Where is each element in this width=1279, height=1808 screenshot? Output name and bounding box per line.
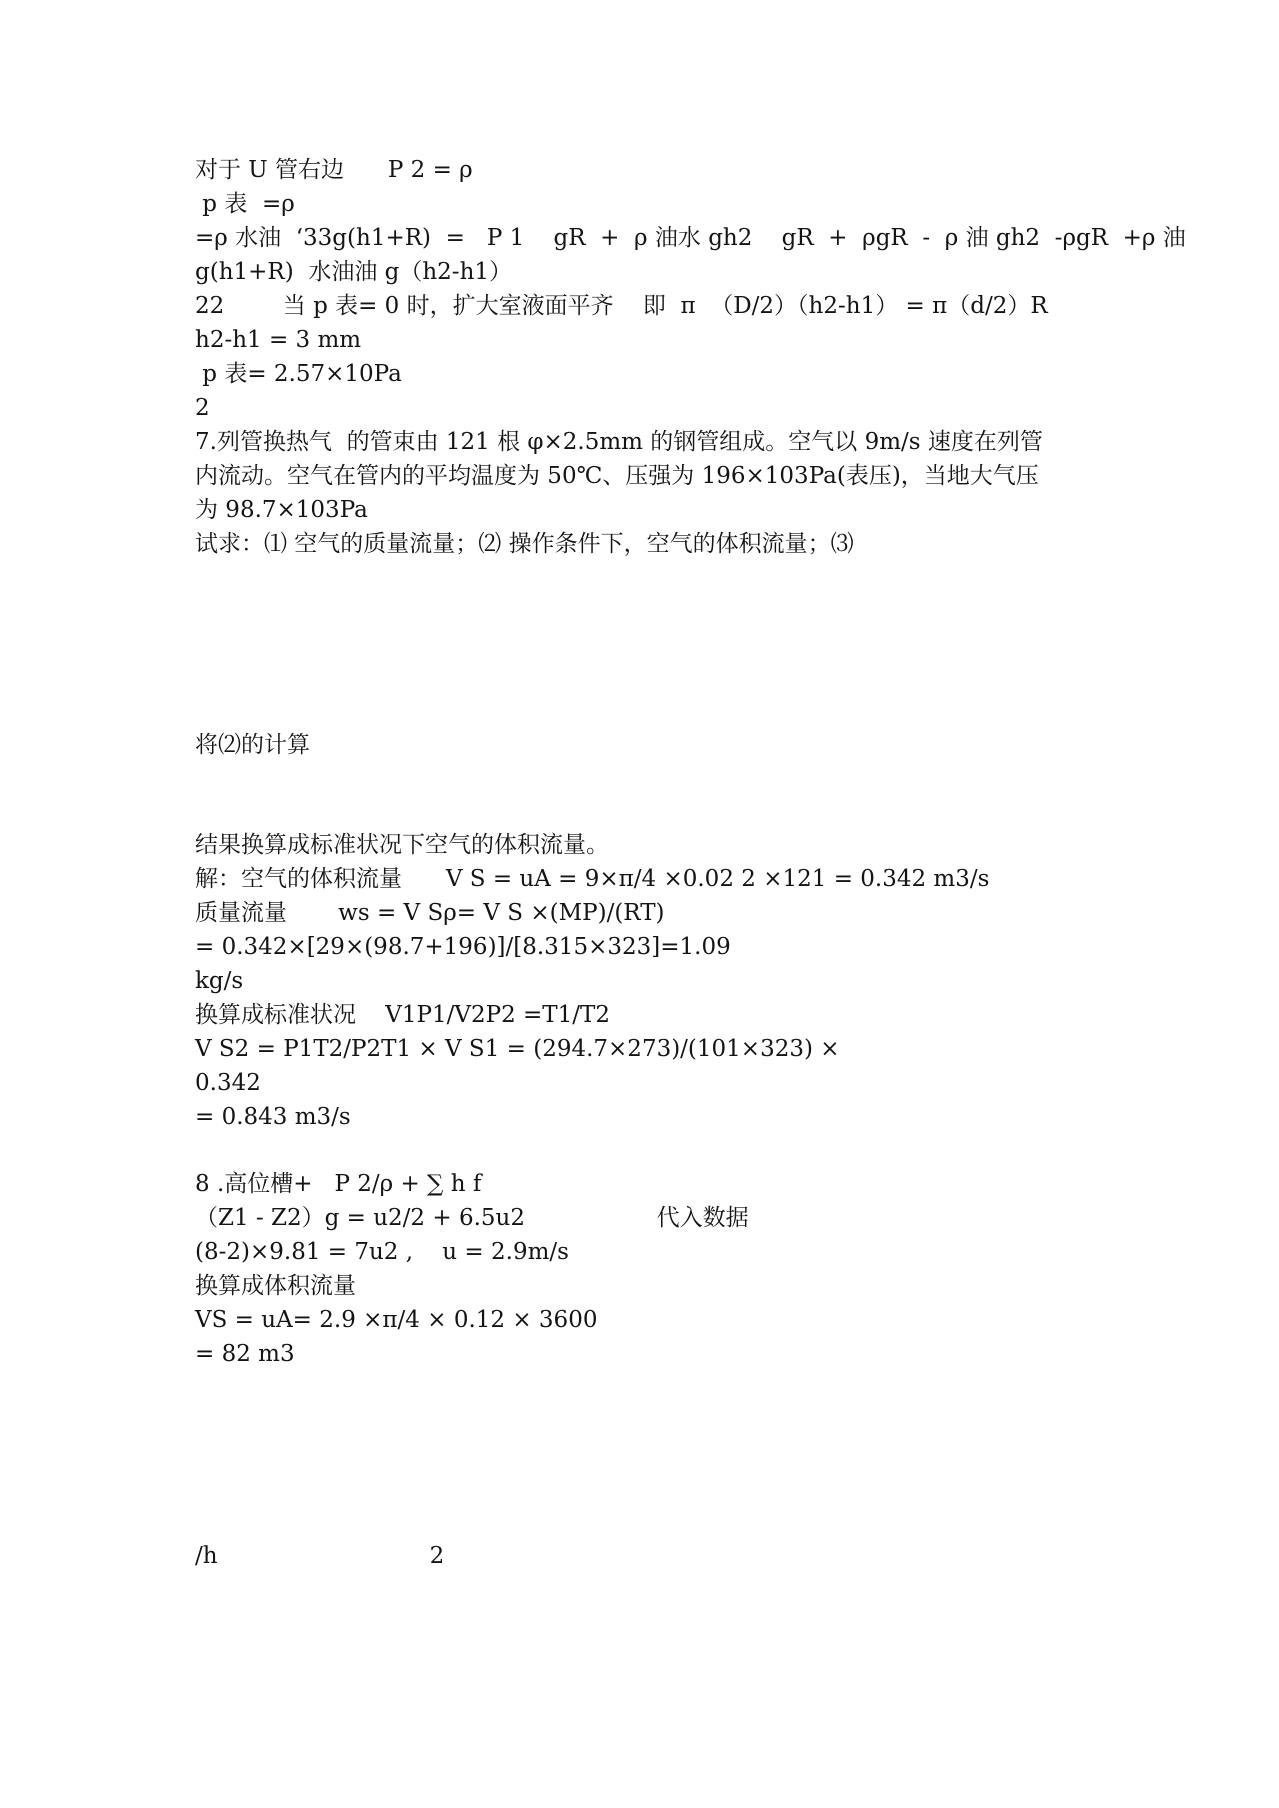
solution-line: 质量流量 ws = V Sρ= V S ×(MP)/(RT) — [195, 900, 665, 926]
problem-8-line: （Z1 - Z2）g = u2/2 + 6.5u2 代入数据 — [195, 1205, 749, 1231]
solution-line: V S2 = P1T2/P2T1 × V S1 = (294.7×273)/(101×323) × — [195, 1036, 840, 1062]
text-line: 2 — [195, 395, 210, 421]
solution-line: = 0.843 m3/s — [195, 1104, 351, 1130]
problem-8-line: = 82 m3 — [195, 1341, 295, 1367]
solution-line: 换算成标准状况 V1P1/V2P2 =T1/T2 — [195, 1002, 610, 1028]
text-line: =ρ 水油 ‘33g(h1+R) = P 1 gR + ρ 油水 gh2 gR + ρgR - ρ 油 gh2 -ρgR +ρ 油 — [195, 225, 1186, 251]
text-line: 对于 U 管右边 P 2 = ρ — [195, 157, 473, 183]
solution-line: 0.342 — [195, 1070, 261, 1096]
problem-7-line: 为 98.7×103Pa — [195, 497, 368, 523]
problem-8-line: 8 .高位槽+ P 2/ρ + ∑ h f — [195, 1171, 482, 1197]
text-line: p 表= 2.57×10Pa — [195, 361, 402, 387]
problem-7-question: 结果换算成标准状况下空气的体积流量。 — [195, 832, 609, 858]
text-line: 22 当 p 表= 0 时，扩大室液面平齐 即 π （D/2）（h2-h1） = π（d/2）R — [195, 293, 1048, 319]
problem-7-line: 7.列管换热气 的管束由 121 根 φ×2.5mm 的钢管组成。空气以 9m/s 速度在列管 — [195, 429, 1043, 455]
solution-line: 解：空气的体积流量 V S = uA = 9×π/4 ×0.02 2 ×121 = 0.342 m3/s — [195, 866, 990, 892]
problem-8-line: VS = uA= 2.9 ×π/4 × 0.12 × 3600 — [195, 1307, 598, 1333]
problem-7-question: 将⑵的计算 — [195, 732, 310, 758]
text-line: h2-h1 = 3 mm — [195, 327, 362, 353]
problem-7-question: 试求：⑴ 空气的质量流量；⑵ 操作条件下，空气的体积流量；⑶ — [195, 531, 854, 557]
text-line: g(h1+R) 水油油 g（h2-h1） — [195, 259, 513, 285]
problem-7-line: 内流动。空气在管内的平均温度为 50℃、压强为 196×103Pa(表压)，当地大气压 — [195, 463, 1039, 489]
text-line: p 表 =ρ — [195, 191, 295, 217]
solution-line: kg/s — [195, 968, 244, 994]
problem-8-line: (8-2)×9.81 = 7u2 , u = 2.9m/s — [195, 1239, 569, 1265]
solution-line: = 0.342×[29×(98.7+196)]/[8.315×323]=1.09 — [195, 934, 731, 960]
problem-8-line: /h 2 — [195, 1543, 445, 1569]
problem-8-line: 换算成体积流量 — [195, 1273, 356, 1299]
